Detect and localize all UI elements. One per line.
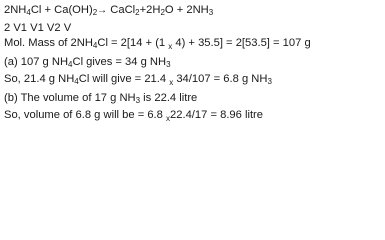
line-text: Mol. Mass of 2NH [4,37,93,49]
multiply-sign: x [169,78,174,87]
line-text: Cl = 2[14 + (1 [97,37,169,49]
part-a-line [4,55,385,73]
equation-text: +2H [139,4,161,16]
subscript: 4 [74,77,79,86]
molar-mass-line [4,36,385,55]
line-text: Cl gives = 34 g NH [72,55,167,68]
line-text: 34/107 = 6.8 g NH [173,73,268,85]
part-b-line [4,91,385,109]
subscript: 4 [68,59,73,69]
multiply-sign: x [168,42,173,51]
subscript: 2 [92,8,98,17]
part-a-result-line [4,72,385,91]
line-text: is 22.4 litre [140,91,198,104]
equation-text: Cl + Ca(OH) [30,4,93,16]
subscript: 2 [135,8,140,17]
line-text: (b) The volume of 17 g NH [4,91,136,104]
multiply-sign: x [166,114,171,123]
equation-text: 2NH [4,4,27,16]
line-text: So, 21.4 g NH [4,73,75,85]
line-text: 4) + 35.5] = 2[53.5] = 107 g [172,37,311,49]
part-b-result-line [4,108,385,127]
subscript: 3 [166,59,171,69]
line-text: Cl will give = 21.4 [78,73,170,85]
subscript: 4 [92,41,98,50]
equation-text: O + 2NH [164,4,209,16]
subscript: 2 [160,8,165,17]
line-text: So, volume of 6.8 g will be = 6.8 [4,109,167,121]
subscript: 3 [208,8,214,17]
subscript: 3 [267,77,272,86]
volume-ratio: 2 V1 V1 V2 V [4,21,72,34]
line-text: (a) 107 g NH [4,55,69,68]
line-text: 22.4/17 = 8.96 litre [170,109,264,121]
reaction-arrow: → [97,5,108,16]
subscript: 3 [135,95,141,105]
subscript: 4 [26,8,31,17]
chemical-equation [4,3,385,21]
equation-text: CaCl [110,4,136,16]
